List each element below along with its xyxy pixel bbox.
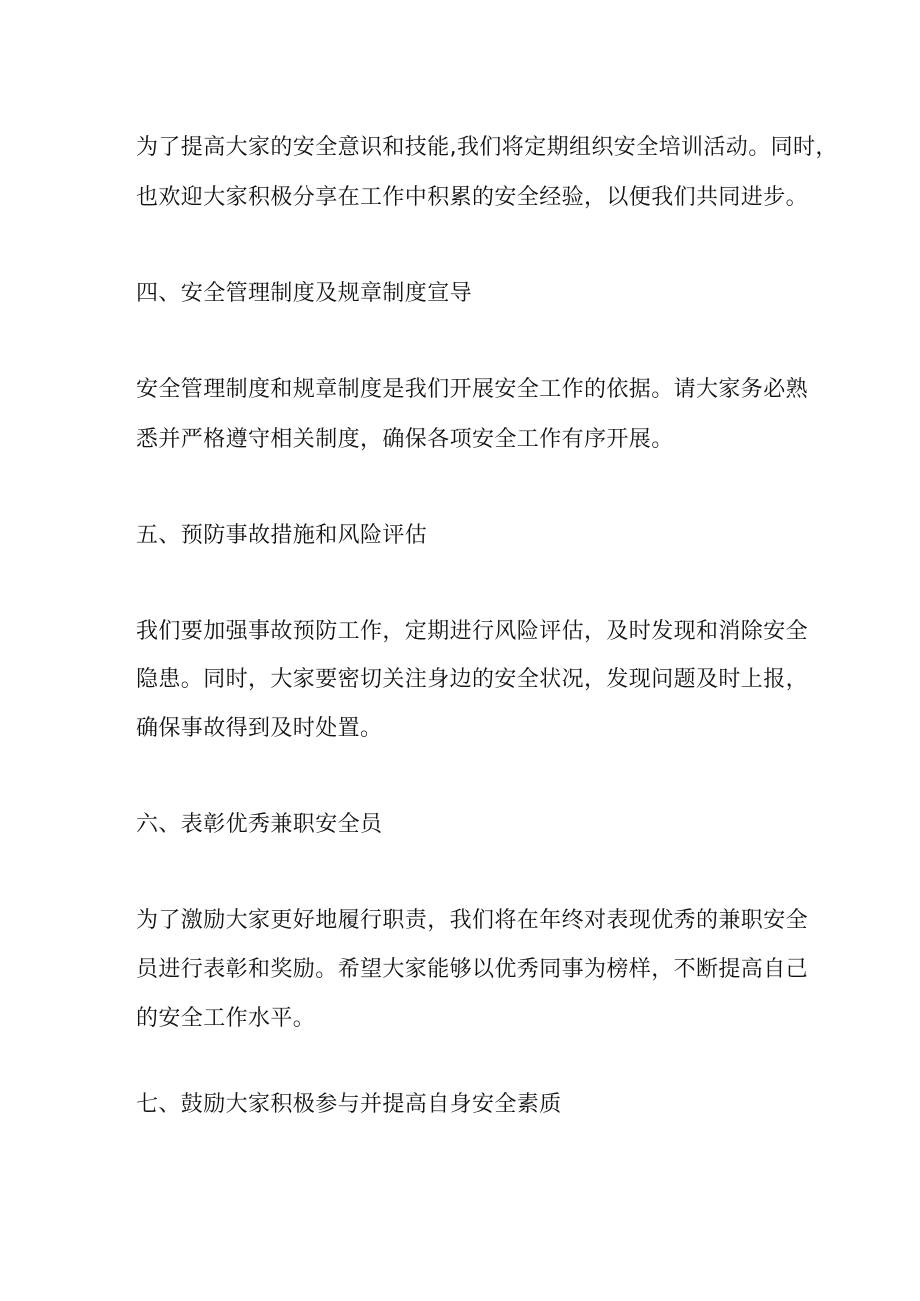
paragraph-line: 我们要加强事故预防工作，定期进行风险评估，及时发现和消除安全 xyxy=(136,619,809,644)
section-heading-4: 四、安全管理制度及规章制度宣导 xyxy=(136,281,473,306)
paragraph-line: 的安全工作水平。 xyxy=(136,1006,316,1031)
paragraph-line: 也欢迎大家积极分享在工作中积累的安全经验，以便我们共同进步。 xyxy=(136,185,809,210)
section-heading-6: 六、表彰优秀兼职安全员 xyxy=(136,812,383,837)
section-heading-7: 七、鼓励大家积极参与并提高自身安全素质 xyxy=(136,1092,562,1117)
paragraph-line: 安全管理制度和规章制度是我们开展安全工作的依据。请大家务必熟 xyxy=(136,377,809,402)
paragraph-line: 悉并严格遵守相关制度，确保各项安全工作有序开展。 xyxy=(136,427,674,452)
paragraph-line: 隐患。同时，大家要密切关注身边的安全状况，发现问题及时上报， xyxy=(136,667,809,692)
paragraph-line: 确保事故得到及时处置。 xyxy=(136,716,383,741)
paragraph-line: 为了激励大家更好地履行职责，我们将在年终对表现优秀的兼职安全 xyxy=(136,908,809,933)
section-heading-5: 五、预防事故措施和风险评估 xyxy=(136,523,428,548)
paragraph-line: 员进行表彰和奖励。希望大家能够以优秀同事为榜样，不断提高自己 xyxy=(136,957,809,982)
paragraph-line: 为了提高大家的安全意识和技能,我们将定期组织安全培训活动。同时， xyxy=(136,135,838,160)
